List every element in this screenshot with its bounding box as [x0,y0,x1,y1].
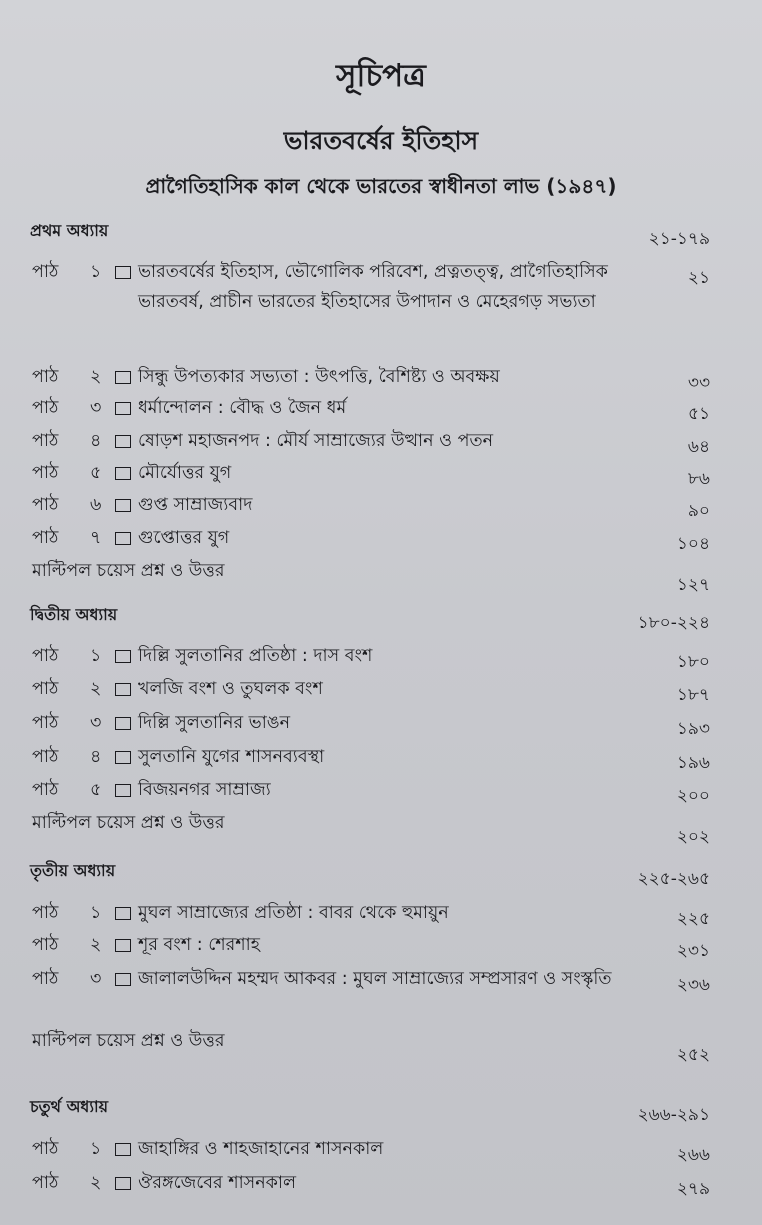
lesson-title: জালালউদ্দিন মহম্মদ আকবর : মুঘল সাম্রাজ্যের সম্প্রসারণ ও সংস্কৃতি [138,969,612,989]
checkbox-icon [115,939,131,952]
book-sub-subtitle: প্রাগৈতিহাসিক কাল থেকে ভারতের স্বাধীনতা লাভ (১৯৪৭) [145,174,617,198]
lesson-title: বিজয়নগর সাম্রাজ্য [138,780,271,800]
lesson-label: পাঠ [32,679,59,699]
lesson-label: পাঠ [32,367,59,387]
lesson-title: মুঘল সাম্রাজ্যের প্রতিষ্ঠা : বাবর থেকে হুমায়ুন [138,903,449,923]
lesson-number: ২ [90,1173,102,1193]
page-number: ১৮০ [676,652,710,672]
checkbox-icon [115,467,131,480]
checkbox-icon [115,1143,131,1156]
page-number: ৬৪ [687,437,710,457]
checkbox-icon [115,907,131,920]
page-number: ১২৭ [676,575,710,595]
lesson-title: গুপ্ত সাম্রাজ্যবাদ [138,495,253,515]
checkbox-icon [115,435,131,448]
page-number: ৯০ [687,501,710,521]
lesson-label: পাঠ [32,398,59,418]
lesson-label: পাঠ [32,495,59,515]
lesson-title: ধর্মান্দোলন : বৌদ্ধ ও জৈন ধর্ম [138,398,347,418]
page-number: ২৫২ [676,1045,710,1065]
page-number: ২৩৬ [676,975,710,995]
chapter-page-range: ২১-১৭৯ [648,229,710,249]
mcq-label: মাল্টিপল চয়েস প্রশ্ন ও উত্তর [32,1031,225,1051]
chapter-page-range: ১৮০-২২৪ [637,613,710,633]
lesson-number: ৫ [90,780,102,800]
lesson-number: ২ [90,367,102,387]
chapter-name: তৃতীয় অধ্যায় [30,861,116,880]
mcq-label: মাল্টিপল চয়েস প্রশ্ন ও উত্তর [32,561,225,581]
page-number: ৫১ [687,404,710,424]
checkbox-icon [115,717,131,730]
checkbox-icon [115,973,131,986]
checkbox-icon [115,499,131,512]
lesson-label: পাঠ [32,463,59,483]
page-number: ৩৩ [687,373,710,393]
lesson-label: পাঠ [32,713,59,733]
chapter-page-range: ২৬৬-২৯১ [637,1105,710,1125]
chapter-page-range: ২২৫-২৬৫ [637,869,710,889]
lesson-label: পাঠ [32,431,59,451]
lesson-title: গুপ্তোত্তর যুগ [138,528,230,548]
checkbox-icon [115,751,131,764]
lesson-title: খলজি বংশ ও তুঘলক বংশ [138,679,323,699]
page-number: ২২৫ [676,909,710,929]
lesson-number: ১ [90,646,102,666]
page-number: ১৮৭ [676,685,710,705]
lesson-title: শূর বংশ : শেরশাহ [138,935,260,955]
lesson-title: দিল্লি সুলতানির ভাঙন [138,713,291,733]
mcq-entry [32,1026,710,1065]
checkbox-icon [115,683,131,696]
lesson-number: ২ [90,679,102,699]
mcq-label: মাল্টিপল চয়েস প্রশ্ন ও উত্তর [32,813,225,833]
lesson-number: ১ [90,1139,102,1159]
page-number: ২৬৬ [676,1145,710,1165]
page-number: ১৯৩ [676,719,710,739]
lesson-label: পাঠ [32,780,59,800]
lesson-number: ৩ [90,398,102,418]
mcq-entry [32,808,710,847]
lesson-label: পাঠ [32,969,59,989]
lesson-title: সুলতানি যুগের শাসনব্যবস্থা [138,747,325,767]
lesson-label: পাঠ [32,528,59,548]
lesson-number: ৩ [90,969,102,989]
mcq-entry [32,556,710,595]
lesson-number: ১ [90,903,102,923]
lesson-number: ৬ [90,495,102,515]
checkbox-icon [115,402,131,415]
page-number: ৮৬ [687,469,710,489]
page-title: সূচিপত্র [336,58,426,94]
page-number: ২০০ [676,786,710,806]
page-number: ১৯৬ [676,753,710,773]
lesson-number: ১ [90,262,102,282]
lesson-label: পাঠ [32,646,59,666]
lesson-label: পাঠ [32,262,59,282]
checkbox-icon [115,1177,131,1190]
chapter-name: দ্বিতীয় অধ্যায় [30,605,118,624]
checkbox-icon [115,784,131,797]
page-number: ২৩১ [676,941,710,961]
checkbox-icon [115,371,131,384]
checkbox-icon [115,266,131,279]
lesson-label: পাঠ [32,747,59,767]
lesson-number: ৭ [90,528,102,548]
lesson-title: ষোড়শ মহাজনপদ : মৌর্য সাম্রাজ্যের উত্থান ও পতন [138,431,494,451]
lesson-label: পাঠ [32,1139,59,1159]
lesson-number: ২ [90,935,102,955]
checkbox-icon [115,650,131,663]
lesson-label: পাঠ [32,1173,59,1193]
lesson-number: ৫ [90,463,102,483]
lesson-title: জাহাঙ্গির ও শাহজাহানের শাসনকাল [138,1139,384,1159]
page-number: ২১ [687,268,710,288]
page-number: ২০২ [676,827,710,847]
book-subtitle: ভারতবর্ষের ইতিহাস [283,126,479,155]
page-number: ১০৪ [676,534,710,554]
chapter-name: চতুর্থ অধ্যায় [30,1097,109,1116]
lesson-title: ঔরঙ্গজেবের শাসনকাল [138,1173,297,1193]
lesson-number: ৪ [90,431,102,451]
lesson-number: ৩ [90,713,102,733]
page-number: ২৭৯ [676,1179,710,1199]
lesson-title: ভারতবর্ষের ইতিহাস, ভৌগোলিক পরিবেশ, প্রত্নতত্ত্ব, প্রাগৈতিহাসিক ভারতবর্ষ, প্রাচীন ভারতের ইতিহাসের উপাদান ও মেহেরগড় সভ্যতা [138,262,608,312]
checkbox-icon [115,532,131,545]
lesson-title: মৌর্যোত্তর যুগ [138,463,232,483]
lesson-label: পাঠ [32,935,59,955]
lesson-title: সিন্ধু উপত্যকার সভ্যতা : উৎপত্তি, বৈশিষ্ট্য ও অবক্ষয় [138,367,500,387]
lesson-number: ৪ [90,747,102,767]
lesson-title: দিল্লি সুলতানির প্রতিষ্ঠা : দাস বংশ [138,646,373,666]
lesson-label: পাঠ [32,903,59,923]
chapter-name: প্রথম অধ্যায় [30,221,109,240]
